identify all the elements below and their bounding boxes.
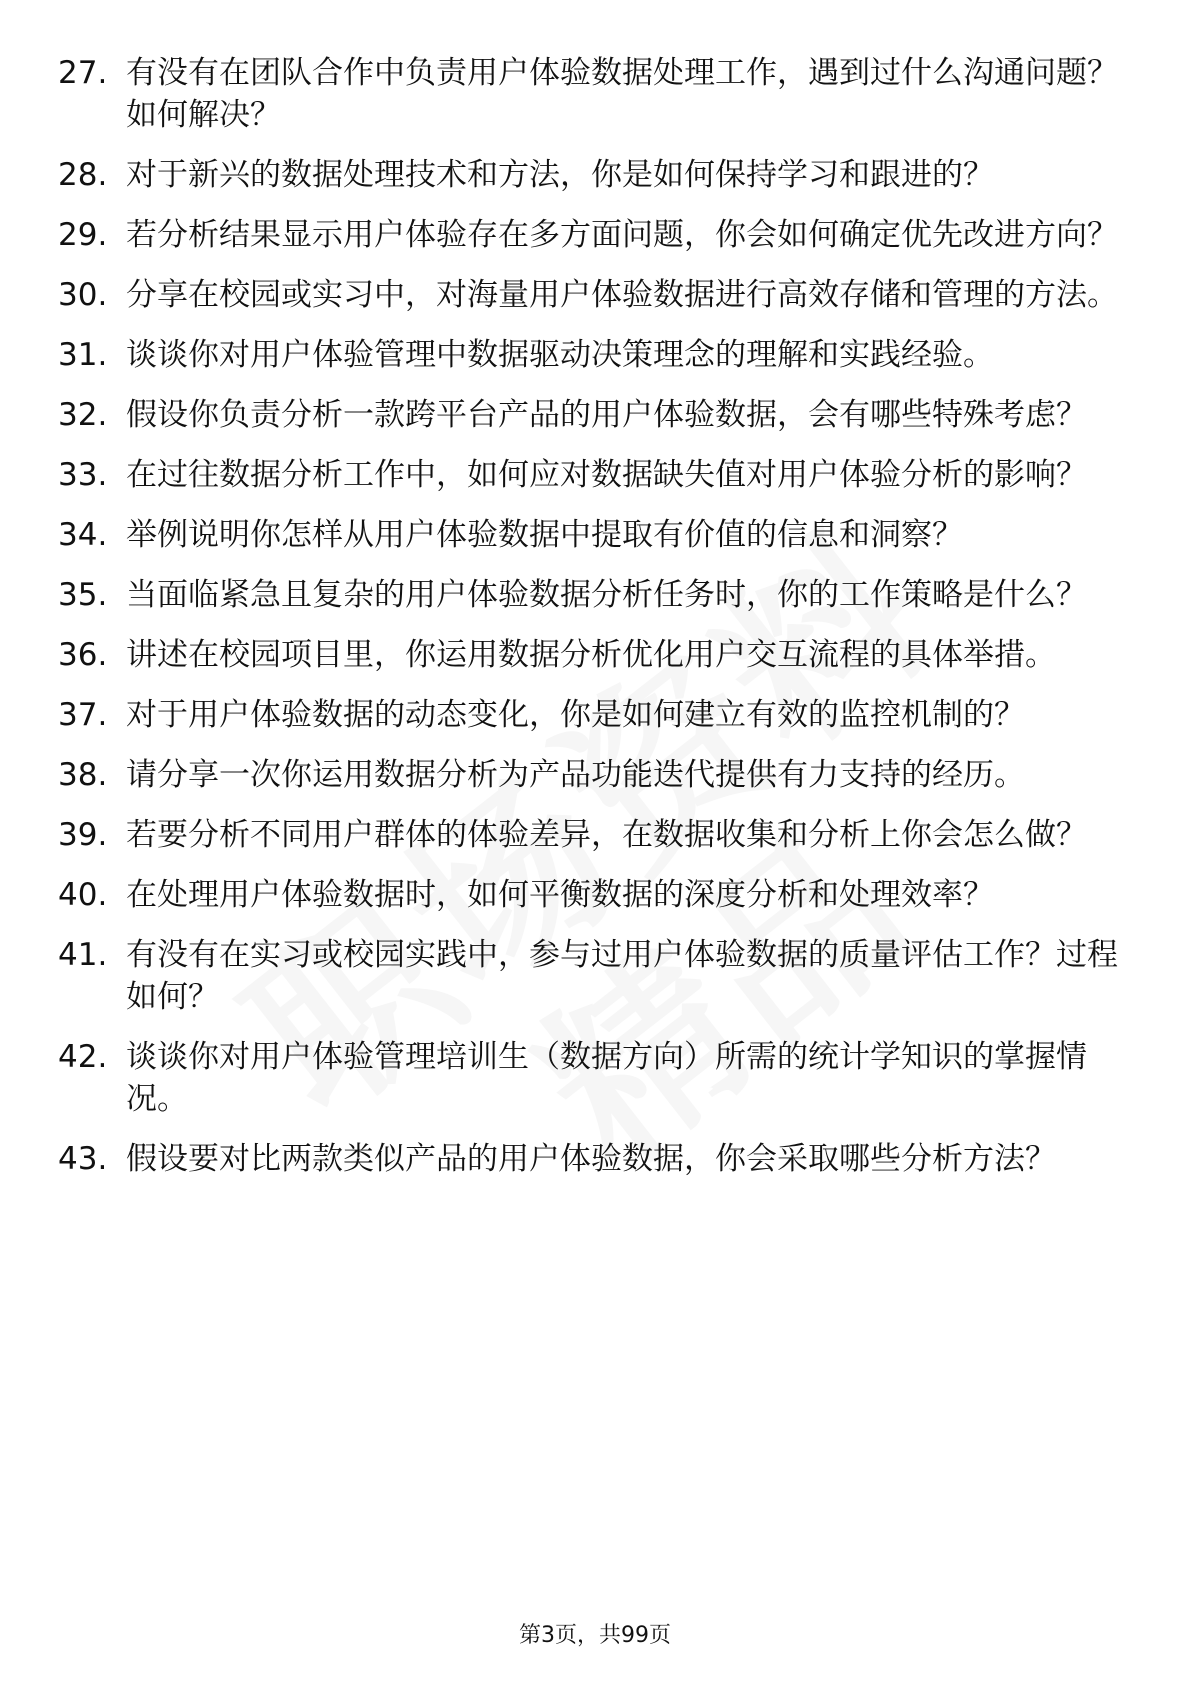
question-number: 35. (58, 577, 108, 613)
question-item (58, 634, 1128, 676)
question-list (58, 52, 1128, 1198)
question-item (58, 334, 1128, 376)
question-text: 对于新兴的数据处理技术和方法，你是如何保持学习和跟进的？ (126, 157, 994, 193)
question-text: 谈谈你对用户体验管理中数据驱动决策理念的理解和实践经验。 (126, 337, 994, 373)
question-number: 36. (58, 637, 108, 673)
question-number: 31. (58, 337, 108, 373)
question-number: 38. (58, 757, 108, 793)
question-number: 29. (58, 217, 108, 253)
question-number: 33. (58, 457, 108, 493)
question-text: 在处理用户体验数据时，如何平衡数据的深度分析和处理效率？ (126, 877, 994, 913)
question-number: 42. (58, 1039, 108, 1075)
question-item (58, 514, 1128, 556)
question-text: 分享在校园或实习中，对海量用户体验数据进行高效存储和管理的方法。 (126, 277, 1118, 313)
question-text: 请分享一次你运用数据分析为产品功能迭代提供有力支持的经历。 (126, 757, 1025, 793)
question-text: 当面临紧急且复杂的用户体验数据分析任务时，你的工作策略是什么？ (126, 577, 1087, 613)
page-footer: 第3页，共99页 (519, 1623, 671, 1648)
question-text: 对于用户体验数据的动态变化，你是如何建立有效的监控机制的？ (126, 697, 1025, 733)
question-item (58, 1036, 1128, 1120)
question-item (58, 574, 1128, 616)
question-text: 谈谈你对用户体验管理培训生（数据方向）所需的统计学知识的掌握情况。 (126, 1039, 1087, 1117)
question-item (58, 52, 1128, 136)
question-item (58, 274, 1128, 316)
question-text: 若分析结果显示用户体验存在多方面问题，你会如何确定优先改进方向？ (126, 217, 1118, 253)
question-number: 41. (58, 937, 108, 973)
question-number: 37. (58, 697, 108, 733)
question-item (58, 154, 1128, 196)
question-number: 40. (58, 877, 108, 913)
question-item (58, 454, 1128, 496)
question-text: 举例说明你怎样从用户体验数据中提取有价值的信息和洞察？ (126, 517, 963, 553)
question-text: 在过往数据分析工作中，如何应对数据缺失值对用户体验分析的影响？ (126, 457, 1087, 493)
question-text: 假设你负责分析一款跨平台产品的用户体验数据，会有哪些特殊考虑？ (126, 397, 1087, 433)
question-number: 27. (58, 55, 108, 91)
question-item (58, 874, 1128, 916)
question-number: 32. (58, 397, 108, 433)
question-number: 34. (58, 517, 108, 553)
question-item (58, 1138, 1128, 1180)
question-item (58, 694, 1128, 736)
question-number: 30. (58, 277, 108, 313)
question-item (58, 814, 1128, 856)
question-text: 讲述在校园项目里，你运用数据分析优化用户交互流程的具体举措。 (126, 637, 1056, 673)
question-item (58, 394, 1128, 436)
question-item (58, 754, 1128, 796)
question-item (58, 214, 1128, 256)
question-text: 有没有在实习或校园实践中，参与过用户体验数据的质量评估工作？过程如何？ (126, 937, 1118, 1015)
question-number: 28. (58, 157, 108, 193)
question-text: 有没有在团队合作中负责用户体验数据处理工作，遇到过什么沟通问题？如何解决？ (126, 55, 1118, 133)
question-item (58, 934, 1128, 1018)
question-text: 假设要对比两款类似产品的用户体验数据，你会采取哪些分析方法？ (126, 1141, 1056, 1177)
question-text: 若要分析不同用户群体的体验差异，在数据收集和分析上你会怎么做？ (126, 817, 1087, 853)
question-number: 43. (58, 1141, 108, 1177)
question-number: 39. (58, 817, 108, 853)
